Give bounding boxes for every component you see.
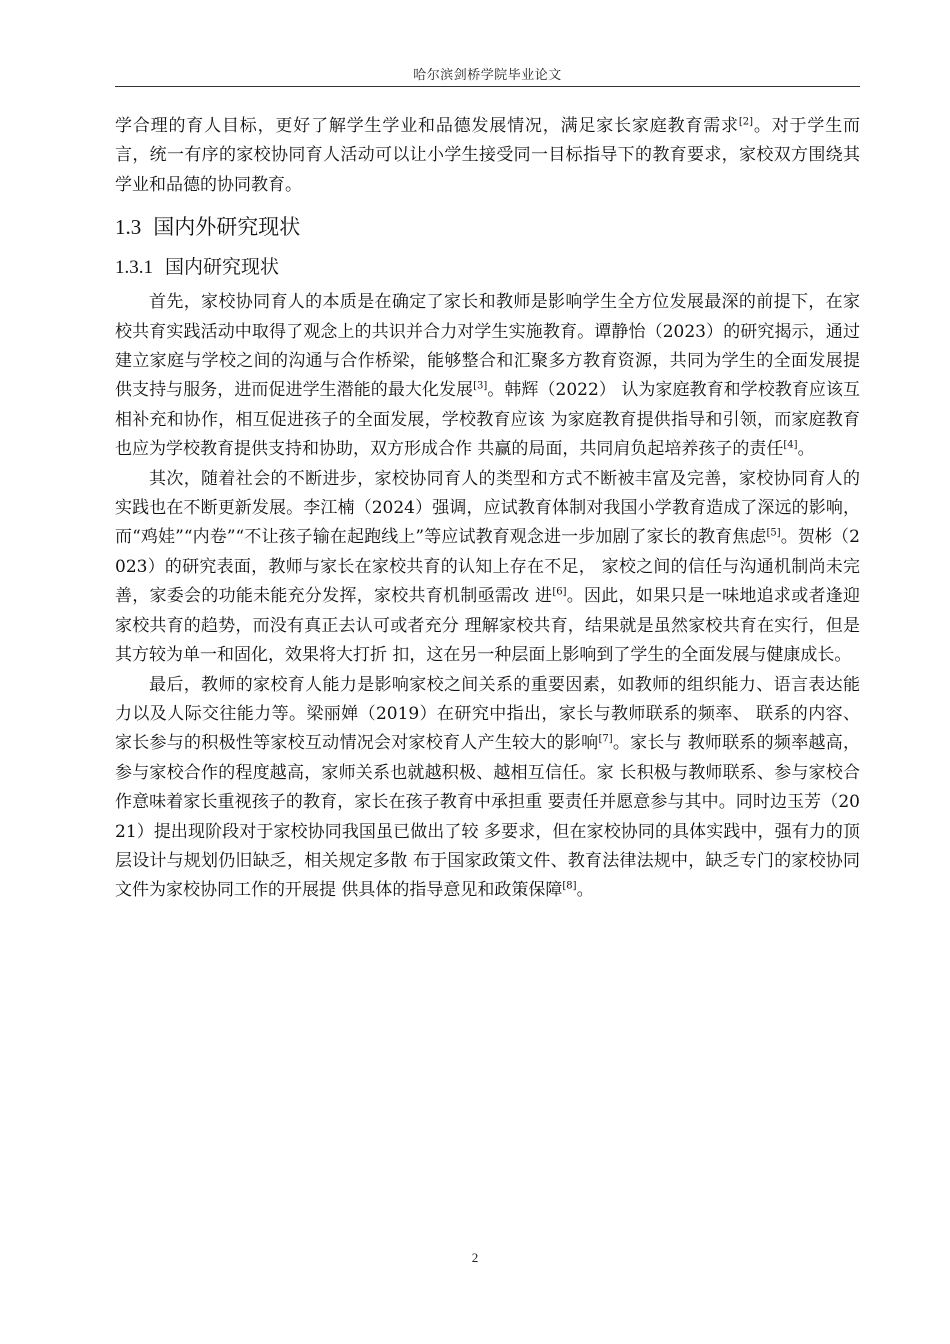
citation-3: [3] (473, 380, 488, 392)
citation-6: [6] (552, 586, 567, 598)
section-number: 1.3 (115, 215, 142, 240)
paragraph-text: 学合理的育人目标，更好了解学生学业和品德发展情况，满足家长家庭教育需求 (115, 116, 739, 136)
citation-8: [8] (562, 880, 577, 892)
section-title: 国内外研究现状 (153, 215, 301, 240)
citation-7: [7] (598, 733, 613, 745)
section-heading (115, 209, 860, 245)
subsection-title: 国内研究现状 (165, 256, 280, 279)
paragraph-text: 最后，教师的家校育人能力是影响家校之间关系的重要因素，如教师的组织能力、语言表达能力以及人际交往能力等。梁丽婵（2019）在研究中指出，家长与教师联系的频率、 联系的内容、家长参与的积极性等家校互动情况会对家校育人产生较大的影响 (115, 674, 860, 754)
body-content (115, 112, 860, 906)
paragraph-third (115, 671, 860, 906)
paragraph-continued (115, 112, 860, 200)
citation-2: [2] (738, 116, 754, 128)
paragraph-text: 。 (797, 439, 815, 460)
paragraph-text: 其次，随着社会的不断进步，家校协同育人的类型和方式不断被丰富及完善，家校协同育人的实践也在不断更新发展。李江楠（2024）强调，应试教育体制对我国小学教育造成了深远的影响，而“鸡娃”“内卷”“不让孩子输在起跑线上”等应试教育观念进一步加剧了家长的教育焦虑 (115, 468, 860, 548)
header-rule (115, 86, 860, 87)
paragraph-second (115, 465, 860, 671)
page-number: 2 (471, 1250, 479, 1265)
paragraph-text: 首先，家校协同育人的本质是在确定了家长和教师是影响学生全方位发展最深的前提下，在家校共育实践活动中取得了观念上的共识并合力对学生实施教育。谭静怡（2023）的研究揭示，通过建立家庭与学校之间的沟通与合作桥梁，能够整合和汇聚多方教育资源，共同为学生的全面发展提供支持与服务，进而促进学生潜能的最大化发展 (115, 292, 860, 401)
running-header: 哈尔滨剑桥学院毕业论文 (413, 68, 562, 83)
paragraph-text: 。家长与 教师联系的频率越高，参与家校合作的程度越高，家师关系也就越积极、越相互信任。家 长积极与教师联系、参与家校合作意味着家长重视孩子的教育，家长在孩子教育中承担重 要责任并愿意参与其中。同时边玉芳（2021）提出现阶段对于家校协同我国虽已做出了较 多要求，但在家校协同的具体实践中，强有力的顶层设计与规划仍旧缺乏，相关规定多散 布于国家政策文件、教育法律法规中，缺乏专门的家校协同文件为家校协同工作的开展提 供具体的指导意见和政策保障 (115, 733, 860, 901)
paragraph-text: 。对于学生而言，统一有序的家校协同育人活动可以让小学生接受同一目标指导下的教育要求，家校双方围绕其学业和品德的协同教育。 (115, 116, 861, 195)
paragraph-first (115, 288, 860, 464)
subsection-heading (115, 251, 860, 284)
subsection-number: 1.3.1 (115, 257, 153, 279)
paragraph-text: 。韩辉（2022） 认为家庭教育和学校教育应该互相补充和协作，相互促进孩子的全面发展，学校教育应该 为家庭教育提供指导和引领，而家庭教育也应为学校教育提供支持和协助，双方形成合作 共赢的局面，共同肩负起培养孩子的责任 (115, 380, 860, 460)
paragraph-text: 。 (576, 880, 594, 901)
paragraph-text: 。贺彬（2023）的研究表面，教师与家长在家校共育的认知上存在不足， 家校之间的信任与沟通机制尚未完善，家委会的功能未能充分发挥，家校共育机制亟需改 进 (115, 527, 860, 607)
paragraph-text: 。因此，如果只是一味地追求或者逢迎家校共育的趋势，而没有真正去认可或者充分 理解家校共育，结果就是虽然家校共育在实行，但是其方较为单一和固化，效果将大打折 扣，这在另一种层面上影响到了学生的全面发展与健康成长。 (115, 586, 860, 666)
citation-5: [5] (766, 527, 781, 539)
citation-4: [4] (783, 439, 798, 451)
